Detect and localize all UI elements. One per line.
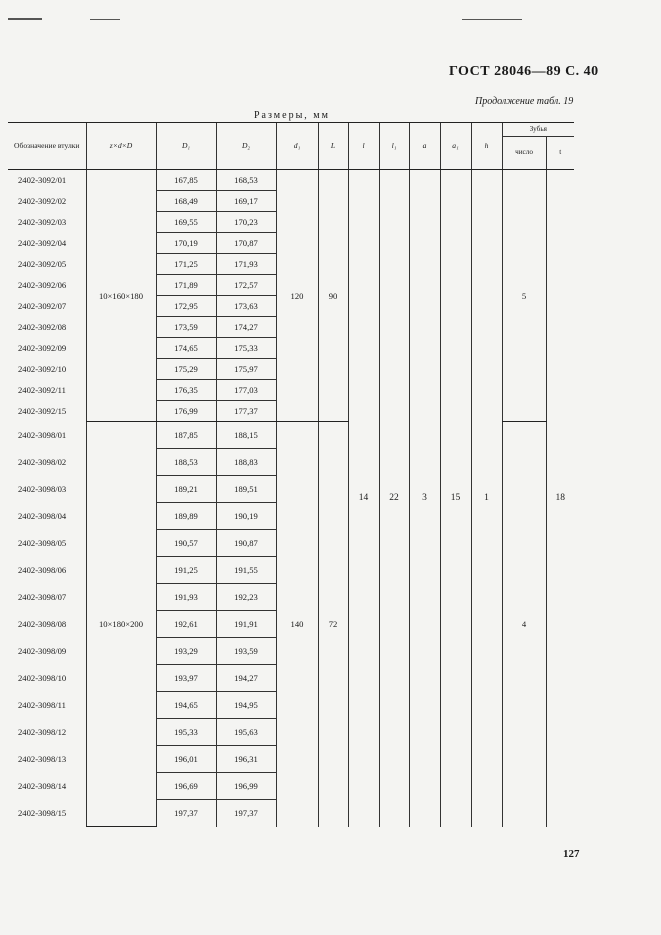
cell-designation: 2402-3092/09 (18, 343, 67, 353)
cell-D2: 188,83 (216, 449, 276, 476)
cell-D1: 193,29 (156, 638, 216, 665)
col-a: a (409, 123, 440, 170)
cell-designation: 2402-3098/02 (18, 457, 67, 467)
cell-D2: 192,23 (216, 584, 276, 611)
cell-a1: 15 (440, 170, 471, 827)
cell-designation: 2402-3098/09 (18, 646, 67, 656)
cell-designation: 2402-3098/01 (18, 430, 67, 440)
cell-h: 1 (471, 170, 502, 827)
col-l: l (348, 123, 379, 170)
scan-artifact (90, 19, 120, 20)
cell-a: 3 (409, 170, 440, 827)
cell-designation: 2402-3098/12 (18, 727, 67, 737)
cell-teeth-count: 4 (502, 422, 546, 827)
col-D2: D₂ (216, 123, 276, 170)
cell-D2: 168,53 (216, 170, 276, 191)
cell-D2: 177,03 (216, 380, 276, 401)
scan-artifact (462, 19, 522, 20)
cell-D1: 190,57 (156, 530, 216, 557)
cell-D1: 191,93 (156, 584, 216, 611)
cell-D1: 196,69 (156, 773, 216, 800)
col-D1: D₁ (156, 123, 216, 170)
cell-D1: 196,01 (156, 746, 216, 773)
cell-D2: 196,31 (216, 746, 276, 773)
cell-D1: 169,55 (156, 212, 216, 233)
cell-designation: 2402-3098/05 (18, 538, 67, 548)
col-d1: d₁ (276, 123, 318, 170)
cell-designation: 2402-3098/10 (18, 673, 67, 683)
cell-t: 18 (546, 170, 574, 827)
cell-designation: 2402-3098/04 (18, 511, 67, 521)
dimensions-table (8, 122, 574, 827)
cell-D1: 171,25 (156, 254, 216, 275)
cell-designation: 2402-3098/07 (18, 592, 67, 602)
cell-D1: 188,53 (156, 449, 216, 476)
cell-D2: 175,97 (216, 359, 276, 380)
cell-D1: 171,89 (156, 275, 216, 296)
cell-D2: 197,37 (216, 800, 276, 827)
cell-designation: 2402-3098/15 (18, 808, 67, 818)
cell-designation: 2402-3098/11 (18, 700, 66, 710)
cell-D1: 170,19 (156, 233, 216, 254)
table-continuation: Продолжение табл. 19 (475, 96, 574, 107)
cell-D1: 193,97 (156, 665, 216, 692)
cell-D1: 197,37 (156, 800, 216, 827)
table-caption: Размеры, мм (254, 110, 330, 121)
cell-D2: 190,19 (216, 503, 276, 530)
cell-D1: 172,95 (156, 296, 216, 317)
cell-D2: 174,27 (216, 317, 276, 338)
cell-D1: 167,85 (156, 170, 216, 191)
cell-designation: 2402-3098/06 (18, 565, 67, 575)
col-L: L (318, 123, 348, 170)
cell-l1: 22 (379, 170, 409, 827)
table-row (8, 170, 574, 191)
cell-designation: 2402-3092/05 (18, 259, 67, 269)
cell-designation: 2402-3098/13 (18, 754, 67, 764)
cell-D2: 190,87 (216, 530, 276, 557)
cell-designation: 2402-3092/06 (18, 280, 67, 290)
cell-D2: 177,37 (216, 401, 276, 422)
cell-D2: 188,15 (216, 422, 276, 449)
cell-D2: 170,87 (216, 233, 276, 254)
col-t: t (546, 137, 574, 170)
cell-D1: 173,59 (156, 317, 216, 338)
cell-D1: 189,21 (156, 476, 216, 503)
cell-D2: 171,93 (216, 254, 276, 275)
cell-D2: 195,63 (216, 719, 276, 746)
cell-L: 90 (318, 170, 348, 422)
cell-designation: 2402-3092/04 (18, 238, 67, 248)
cell-D1: 191,25 (156, 557, 216, 584)
cell-dims: 10×160×180 (86, 170, 156, 422)
cell-designation: 2402-3092/11 (18, 385, 66, 395)
cell-l: 14 (348, 170, 379, 827)
cell-D1: 195,33 (156, 719, 216, 746)
cell-designation: 2402-3092/15 (18, 406, 67, 416)
cell-D2: 189,51 (216, 476, 276, 503)
cell-D1: 176,99 (156, 401, 216, 422)
cell-designation: 2402-3092/01 (18, 175, 67, 186)
cell-D1: 168,49 (156, 191, 216, 212)
cell-D2: 191,55 (216, 557, 276, 584)
cell-D2: 170,23 (216, 212, 276, 233)
col-a1: a₁ (440, 123, 471, 170)
cell-D1: 175,29 (156, 359, 216, 380)
cell-D2: 194,95 (216, 692, 276, 719)
cell-D1: 174,65 (156, 338, 216, 359)
cell-teeth-count: 5 (502, 170, 546, 422)
cell-D2: 191,91 (216, 611, 276, 638)
cell-designation: 2402-3092/07 (18, 301, 67, 311)
cell-designation: 2402-3092/08 (18, 322, 67, 332)
scan-artifact (8, 18, 42, 20)
col-l1: l₁ (379, 123, 409, 170)
col-teeth: Зубья (502, 123, 574, 137)
col-teeth-count: число (502, 137, 546, 170)
cell-D2: 193,59 (216, 638, 276, 665)
cell-D1: 187,85 (156, 422, 216, 449)
cell-D1: 189,89 (156, 503, 216, 530)
cell-designation: 2402-3092/02 (18, 196, 67, 206)
cell-designation: 2402-3098/03 (18, 484, 67, 494)
cell-dims: 10×180×200 (86, 422, 156, 827)
cell-designation: 2402-3092/10 (18, 364, 67, 374)
cell-designation: 2402-3092/03 (18, 217, 67, 227)
cell-D2: 172,57 (216, 275, 276, 296)
cell-D1: 176,35 (156, 380, 216, 401)
col-h: h (471, 123, 502, 170)
cell-D2: 169,17 (216, 191, 276, 212)
cell-D2: 194,27 (216, 665, 276, 692)
cell-d1: 120 (276, 170, 318, 422)
page-number: 127 (563, 848, 580, 860)
cell-D1: 194,65 (156, 692, 216, 719)
standard-header: ГОСТ 28046—89 С. 40 (449, 64, 599, 79)
cell-D2: 175,33 (216, 338, 276, 359)
cell-D1: 192,61 (156, 611, 216, 638)
cell-designation: 2402-3098/14 (18, 781, 67, 791)
col-designation: Обозначение втулки (8, 123, 86, 170)
cell-D2: 173,63 (216, 296, 276, 317)
cell-designation: 2402-3098/08 (18, 619, 67, 629)
cell-L: 72 (318, 422, 348, 827)
col-zxdxD: z×d×D (86, 123, 156, 170)
cell-D2: 196,99 (216, 773, 276, 800)
cell-d1: 140 (276, 422, 318, 827)
